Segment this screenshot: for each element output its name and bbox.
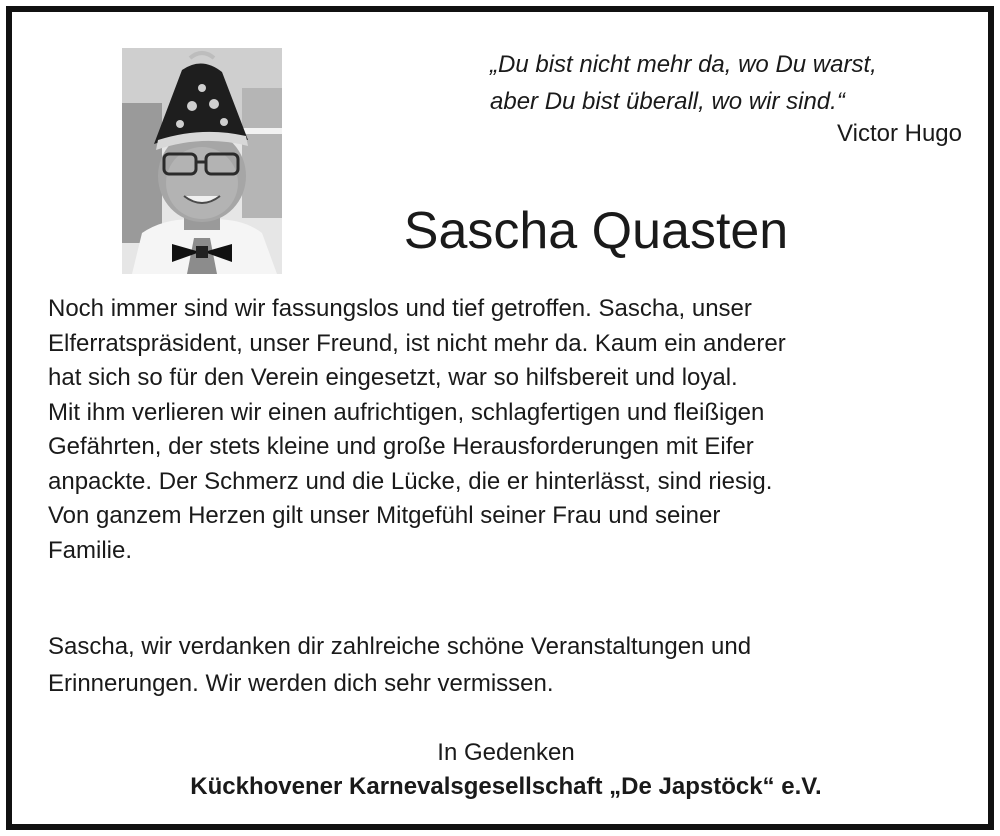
paragraph-line: Elferratspräsident, unser Freund, ist nicht mehr da. Kaum ein anderer bbox=[48, 329, 786, 357]
obituary-paragraph-2 bbox=[48, 628, 968, 702]
obituary-paragraph-1 bbox=[48, 292, 968, 568]
paragraph-line: Erinnerungen. Wir werden dich sehr vermissen. bbox=[48, 670, 554, 697]
paragraph-line: Mit ihm verlieren wir einen aufrichtigen, schlagfertigen und fleißigen bbox=[48, 398, 765, 426]
quote-author: Victor Hugo bbox=[837, 120, 962, 147]
remembrance-label: In Gedenken bbox=[437, 739, 575, 766]
paragraph-line: Von ganzem Herzen gilt unser Mitgefühl seiner Frau und seiner bbox=[48, 502, 721, 529]
paragraph-line: Noch immer sind wir fassungslos und tief getroffen. Sascha, unser bbox=[48, 295, 752, 322]
obituary-frame bbox=[6, 6, 994, 830]
portrait-photo bbox=[122, 48, 282, 274]
paragraph-line: hat sich so für den Verein eingesetzt, war so hilfsbereit und loyal. bbox=[48, 364, 738, 391]
paragraph-line: anpackte. Der Schmerz und die Lücke, die er hinterlässt, sind riesig. bbox=[48, 467, 773, 495]
quote-line: aber Du bist überall, wo wir sind.“ bbox=[490, 88, 845, 115]
paragraph-line: Gefährten, der stets kleine und große Herausforderungen mit Eifer bbox=[48, 433, 754, 460]
portrait-illustration bbox=[122, 48, 282, 274]
paragraph-line: Sascha, wir verdanken dir zahlreiche schöne Veranstaltungen und bbox=[48, 633, 752, 660]
organization-signature: Kückhovener Karnevalsgesellschaft „De Japstöck“ e.V. bbox=[190, 773, 822, 800]
quote-block bbox=[490, 46, 970, 120]
paragraph-line: Familie. bbox=[48, 536, 133, 564]
quote-line: „Du bist nicht mehr da, wo Du warst, bbox=[490, 51, 877, 78]
deceased-name: Sascha Quasten bbox=[403, 202, 789, 260]
